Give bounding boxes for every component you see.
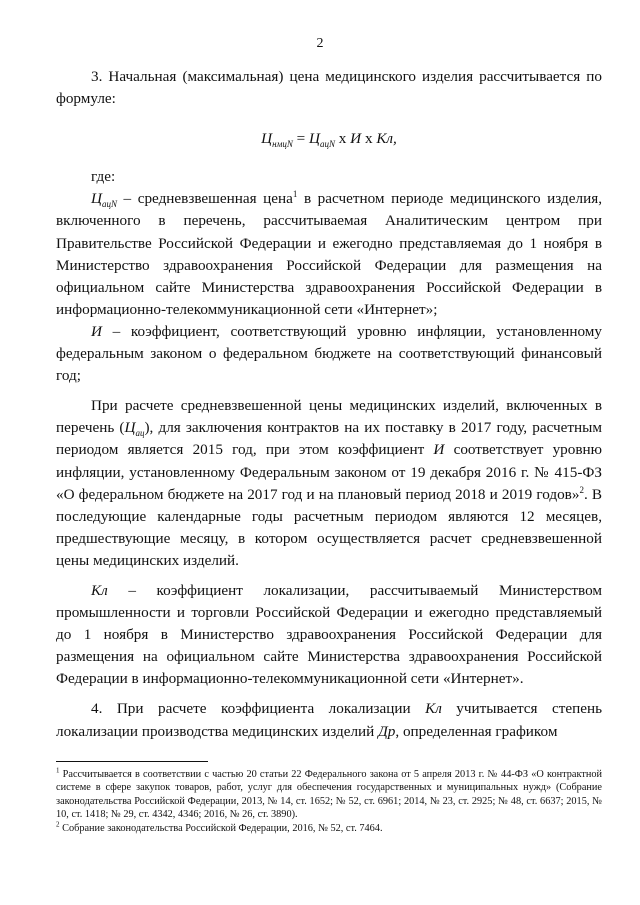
- footnote-ref-1: 1: [292, 189, 298, 200]
- paragraph-text: учитывается степень локализации производства медицинских изделий: [56, 700, 602, 740]
- paragraph-calculation-period: [56, 395, 602, 572]
- inline-symbol: Кл: [425, 700, 442, 718]
- footnote-1: [56, 768, 602, 822]
- footnote-number: 1: [56, 766, 60, 775]
- paragraph-4: [56, 698, 602, 742]
- formula-equals: =: [292, 130, 309, 148]
- definition-symbol: Кл: [91, 581, 108, 599]
- formula-lhs: Ц: [261, 130, 273, 148]
- where-label: где:: [91, 168, 116, 186]
- inline-symbol-subscript: ац: [135, 428, 145, 439]
- inline-symbol: Др: [378, 722, 396, 740]
- formula-weighted-price: Ц: [309, 130, 320, 148]
- paragraph-3-intro: 3. Начальная (максимальная) цена медицинского изделия рассчитывается по формуле:: [56, 68, 602, 108]
- definition-inflation: [56, 321, 602, 387]
- formula-multiply-1: х: [334, 130, 351, 148]
- definition-symbol: Ц: [91, 190, 102, 208]
- formula-inflation: И: [350, 130, 362, 148]
- formula-lhs-subscript: нмцN: [272, 139, 293, 150]
- paragraph-text: ), для заключения контрактов на их поставку в 2017 году, расчетным периодом является 2015 год, при этом коэффициент: [56, 419, 602, 459]
- inline-symbol: И: [433, 441, 445, 459]
- page-number: 2: [316, 36, 324, 51]
- definition-symbol: И: [91, 322, 102, 340]
- inline-symbol: Ц: [124, 419, 136, 437]
- definition-weighted-price: [56, 188, 602, 321]
- footnote-text: Собрание законодательства Российской Федерации, 2016, № 52, ст. 7464.: [59, 822, 383, 834]
- definition-localization: [56, 580, 602, 690]
- body-text: [56, 66, 602, 743]
- footnote-number: 2: [56, 820, 60, 829]
- definition-text: в расчетном периоде медицинского изделия, включенного в перечень, рассчитываемая Аналитическим центром при Правительстве Российской Федерации и ежегодно представляемая до 1 ноября в Министерство здравоохранения Российской Федерации для размещения на официальном сайте Министерства здравоохранения Российской Федерации в информационно-телекоммуникационной сети «Интернет»;: [56, 190, 602, 318]
- paragraph-text: 4. При расчете коэффициента локализации: [91, 700, 426, 718]
- definition-dash-text: – средневзвешенная цена: [116, 190, 293, 208]
- paragraph-text: При расчете средневзвешенной цены медицинских изделий, включенных в перечень (: [56, 397, 602, 437]
- formula-multiply-2: х: [361, 130, 377, 148]
- definition-text: – коэффициент локализации, рассчитываемый Министерством промышленности и торговли Российской Федерации и ежегодно представляемый до 1 ноября в Министерство здравоохранения Российской Федерации для размещения на официальном сайте Министерства здравоохранения Российской Федерации в информационно-телекоммуникационной сети «Интернет».: [56, 581, 602, 688]
- paragraph-text: . В последующие календарные годы расчетным периодом являются 12 месяцев, предшествующие месяцу, в котором осуществляется расчет средневзвешенной цены медицинских изделий.: [56, 485, 602, 569]
- formula-localization: Кл,: [376, 130, 397, 148]
- definition-symbol-subscript: ацN: [101, 199, 117, 210]
- paragraph-text: , определенная графиком: [395, 722, 558, 740]
- footnote-separator: [56, 761, 208, 762]
- formula-weighted-price-subscript: ацN: [319, 139, 335, 150]
- price-formula: [56, 128, 602, 150]
- definition-text: – коэффициент, соответствующий уровню инфляции, установленному федеральным законом о федеральном бюджете на соответствующий финансовый год;: [56, 322, 602, 385]
- footnote-text: Рассчитывается в соответствии с частью 20 статьи 22 Федерального закона от 5 апреля 2013 г. № 44-ФЗ «О контрактной системе в сфере закупок товаров, работ, услуг для обеспечения государственных и муниципальных нужд» (Собрание законодательства Российской Федерации, 2013, № 14, ст. 1652; № 52, ст. 6961; 2014, № 23, ст. 2925; № 48, ст. 6637; 2015, № 10, ст. 1418; № 29, ст. 4342, 4346; 2016, № 26, ст. 3890).: [56, 769, 602, 821]
- footnote-2: [56, 822, 602, 835]
- footnote-ref-2: 2: [579, 484, 584, 495]
- paragraph-text: соответствует уровню инфляции, установленному Федеральным законом от 19 декабря 2016 г. № 415-ФЗ «О федеральном бюджете на 2017 год и на плановый период 2018 и 2019 годов»: [56, 441, 602, 503]
- footnotes: [56, 768, 602, 835]
